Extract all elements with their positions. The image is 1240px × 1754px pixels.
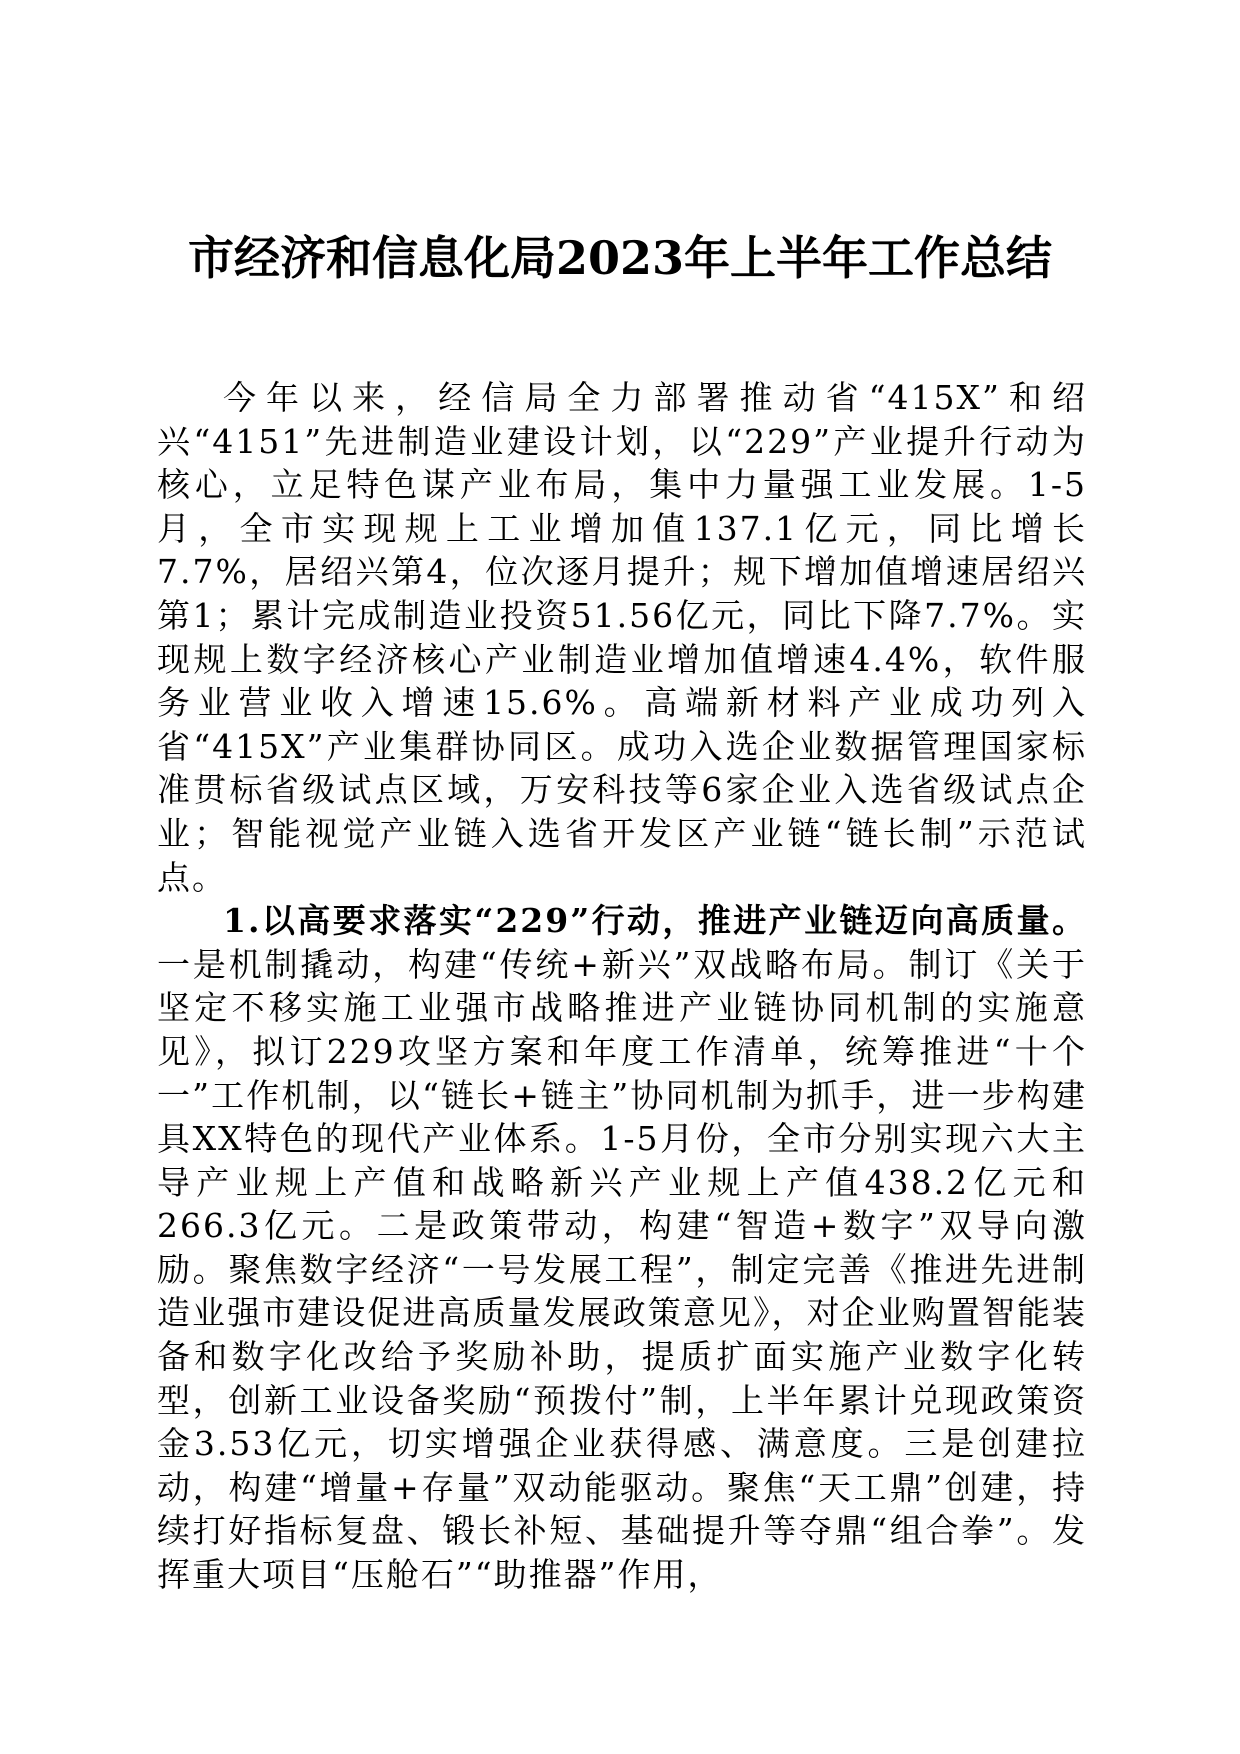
- section-1-heading: 1.以高要求落实“229”行动，推进产业链迈向高质量。: [223, 901, 1087, 941]
- intro-paragraph-text: 今年以来，经信局全力部署推动省“415X”和绍兴“4151”先进制造业建设计划，以“229”产业提升行动为核心，立足特色谋产业布局，集中力量强工业发展。1-5月，全市实现规上工业增加值137.1亿元，同比增长7.7%，居绍兴第4，位次逐月提升；规下增加值增速居绍兴第1；累计完成制造业投资51.56亿元，同比下降7.7%。实现规上数字经济核心产业制造业增加值增速4.4%，软件服务业营业收入增速15.6%。高端新材料产业成功列入省“415X”产业集群协同区。成功入选企业数据管理国家标准贯标省级试点区域，万安科技等6家企业入选省级试点企业；智能视觉产业链入选省开发区产业链“链长制”示范试点。: [157, 378, 1087, 897]
- document-title: 市经济和信息化局2023年上半年工作总结: [187, 231, 1053, 285]
- document-body: [157, 376, 1087, 1597]
- intro-paragraph: [157, 376, 1087, 899]
- section-1-paragraph: [157, 899, 1087, 1597]
- section-1-text: 一是机制撬动，构建“传统+新兴”双战略布局。制订《关于坚定不移实施工业强市战略推进产业链协同机制的实施意见》，拟订229攻坚方案和年度工作清单，统筹推进“十个一”工作机制，以“链长+链主”协同机制为抓手，进一步构建具XX特色的现代产业体系。1-5月份，全市分别实现六大主导产业规上产值和战略新兴产业规上产值438.2亿元和266.3亿元。二是政策带动，构建“智造+数字”双导向激励。聚焦数字经济“一号发展工程”，制定完善《推进先进制造业强市建设促进高质量发展政策意见》，对企业购置智能装备和数字化改给予奖励补助，提质扩面实施产业数字化转型，创新工业设备奖励“预拨付”制，上半年累计兑现政策资金3.53亿元，切实增强企业获得感、满意度。三是创建拉动，构建“增量+存量”双动能驱动。聚焦“天工鼎”创建，持续打好指标复盘、锻长补短、基础提升等夺鼎“组合拳”。发挥重大项目“压舱石”“助推器”作用，: [157, 944, 1087, 1595]
